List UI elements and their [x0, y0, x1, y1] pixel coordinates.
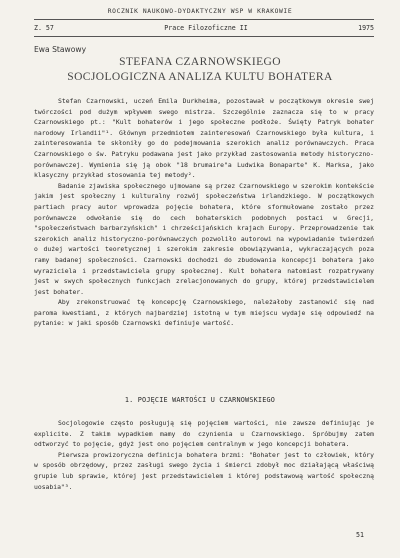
- header-rule-top: [34, 19, 374, 20]
- body-paragraph: [34, 418, 374, 450]
- paragraph-text: Badanie zjawiska społecznego ujmowane są przez Czarnowskiego w szerokim kontekście jakim jest społeczny i kulturalny rozwój społeczeństwa irlandzkiego. W początkowych partiach pracy autor wprowadza pojęcie bohatera, które sformułowane zostało przez porównawcze odwołanie się do cech bohaterskich podobnych postaci w Grecji, "społeczeństwach barbarzyńskich" i chrześcijańskich krajach Europy. Przeprowadzenie tak szerokich analiz historyczno-porównawczych pozwoliło autorowi na wypowiadanie twierdzeń o dużej wartości teoretycznej i szerokim zakresie obowiązywania, wykraczających poza ramy badanej społeczności. Czarnowski dochodzi do zbudowania koncepcji bohatera jako wyraziciela i przedstawiciela grupy społecznej. Kult bohatera natomiast rozpatrywany jest w swych społecznych funkcjach zrelacjonowanych do grupy, której przedstawicielem jest bohater.: [34, 181, 374, 296]
- section-body: [34, 418, 374, 492]
- section-heading: 1. POJĘCIE WARTOŚCI U CZARNOWSKIEGO: [124, 396, 276, 404]
- body-paragraph: [34, 450, 374, 492]
- article-author: Ewa Stawowy: [34, 45, 87, 54]
- body-paragraph: [34, 181, 374, 298]
- paragraph-text: Pierwsza prowizoryczna definicja bohatera brzmi: "Bohater jest to człowiek, który w sposób obrzędowy, przez zasługi swego życia i śmierci zdobył moc działającą właściwą grupie lub sprawie, której jest przedstawicielem i której podstawową wartość społeczną uosabia"³.: [34, 450, 374, 491]
- intro-body: [34, 96, 374, 329]
- body-paragraph: [34, 297, 374, 329]
- page-number: 51: [356, 531, 364, 539]
- publication-year: 1975: [358, 24, 374, 32]
- article-title: [0, 55, 400, 84]
- header-meta-row: [34, 24, 374, 32]
- journal-title: ROCZNIK NAUKOWO-DYDAKTYCZNY WSP W KRAKOWIE: [107, 8, 293, 15]
- article-title-line-1: STEFANA CZARNOWSKIEGO: [119, 56, 281, 68]
- header-rule-bottom: [34, 36, 374, 37]
- paragraph-text: Stefan Czarnowski, uczeń Emila Durkheima, pozostawał w początkowym okresie swej twórczości pod dużym wpływem swego mistrza. Szczególnie zaznacza się to w pracy Czarnowskiego pt.: "Kult bohaterów i jego społeczne podłoże. Święty Patryk bohater narodowy Irlandii"¹. Głównym przedmiotem zainteresowań Czarnowskiego była kultura, i zainteresowania te skłoniły go do podejmowania szerokich analiz porównawczych. Praca Czarnowskiego o św. Patryku podawana jest jako przykład zastosowania metody historyczno-porównawczej. Wymienia się ją obok "18 brumaire"a Ludwika Bonaparte" K. Marksa, jako klasyczny przykład stosowania tej metody².: [34, 97, 374, 180]
- series-name: Prace Filozoficzne II: [164, 24, 248, 32]
- paragraph-text: Socjologowie często posługują się pojęciem wartości, nie zawsze definiując je explicite. Z takim wypadkiem mamy do czynienia u Czarnowskiego. Spróbujmy zatem odtworzyć to pojęcie, gdyż jest ono pojęciem centralnym w jego koncepcji bohatera.: [34, 419, 374, 449]
- issue-number: Z. 57: [34, 24, 54, 32]
- article-title-line-2: SOCJOLOGICZNA ANALIZA KULTU BOHATERA: [67, 70, 333, 83]
- body-paragraph: [34, 96, 374, 181]
- paragraph-text: Aby zrekonstruować tę koncepcję Czarnowskiego, należałoby zastanowić się nad paroma kwestiami, z których najbardziej istotną w tym miejscu wydaje się odpowiedź na pytanie: w jaki sposób Czarnowski definiuje wartość.: [34, 298, 374, 328]
